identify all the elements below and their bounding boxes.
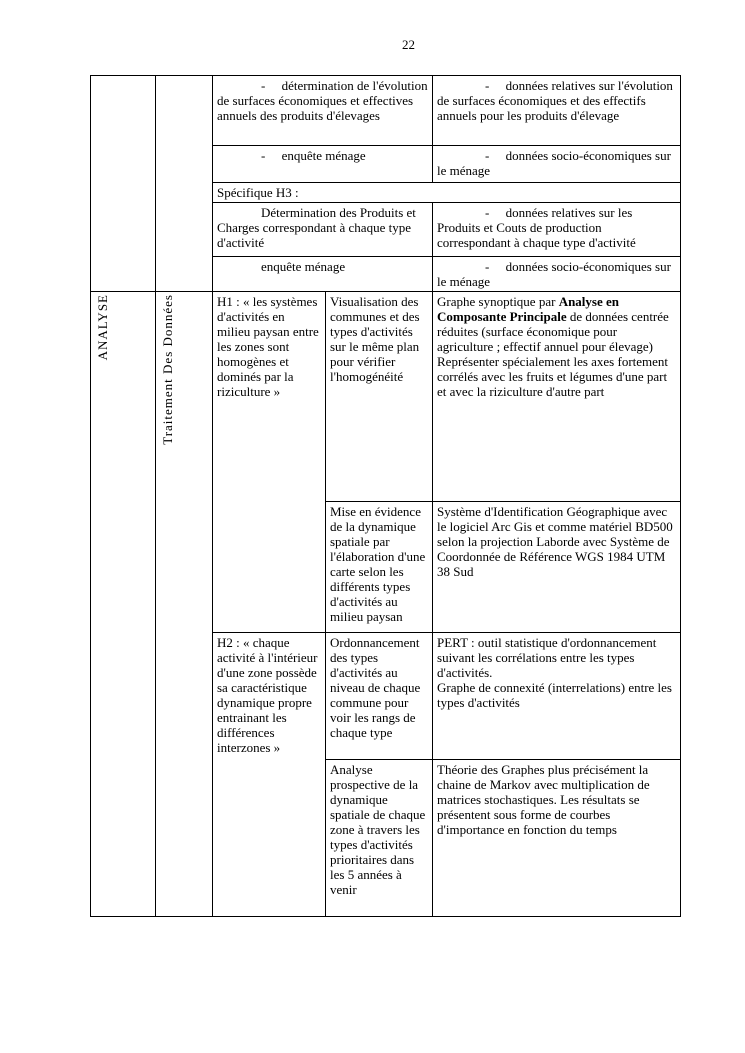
tool-pert-line2: Graphe de connexité (interrelations) entre les types d'activités — [437, 680, 672, 710]
cell-donnees-socio-1: - données socio-économiques sur le ménage — [433, 146, 681, 183]
cell-donnees-produits-couts: - données relatives sur les Produits et Couts de production correspondant à chaque type d'activité — [433, 203, 681, 257]
tool-acp-text-2: de données centrée réduites (surface économique pour agriculture ; effectif annuel pour élevage) Représenter spécialement les axes fortement corrélés avec les fruits et légumes d'une part et avec la riziculture d'autre part — [437, 309, 669, 399]
cell-tool-pert — [433, 633, 681, 760]
cell-donnees-relatives-surfaces: - données relatives sur l'évolution de surfaces économiques et des effectifs annuels pour les produits d'élevage — [433, 76, 681, 146]
cell-determination-produits-charges: Détermination des Produits et Charges correspondant à chaque type d'activité — [213, 203, 433, 257]
tool-acp-text-1: Graphe synoptique par — [437, 294, 559, 309]
cell-method-mise-en-evidence: Mise en évidence de la dynamique spatiale par l'élaboration d'une carte selon les différents types d'activités au milieu paysan — [326, 502, 433, 633]
cell-traitement-donnees — [156, 292, 213, 917]
cell-tool-acp — [433, 292, 681, 502]
analysis-table — [90, 75, 681, 917]
cell-method-visualisation: Visualisation des communes et des types d'activités sur le même plan pour vérifier l'homogénéité — [326, 292, 433, 502]
cell-tool-markov: Théorie des Graphes plus précisément la chaine de Markov avec multiplication de matrices stochastiques. Les résultats se présentent sous forme de courbes d'importance en fonction du temps — [433, 760, 681, 917]
tool-pert-line1: PERT : outil statistique d'ordonnancement suivant les corrélations entre les types d'activités. — [437, 635, 657, 680]
analysis-table-wrapper — [90, 75, 681, 917]
page-number: 22 — [402, 37, 415, 52]
cell-enquete-menage-1: - enquête ménage — [213, 146, 433, 183]
cell-tool-sig: Système d'Identification Géographique avec le logiciel Arc Gis et comme matériel BD500 selon la projection Laborde avec Système de Coordonnée de Référence WGS 1984 UTM 38 Sud — [433, 502, 681, 633]
cell-specifique-h3: Spécifique H3 : — [213, 183, 681, 203]
empty-cell-col1 — [91, 76, 156, 292]
traitement-vertical-label: Traitement Des Données — [160, 294, 175, 445]
empty-cell-col2 — [156, 76, 213, 292]
cell-method-analyse-prospective: Analyse prospective de la dynamique spatiale de chaque zone à travers les types d'activités prioritaires dans les 5 années à venir — [326, 760, 433, 917]
cell-analyse — [91, 292, 156, 917]
cell-hypothese-h1: H1 : « les systèmes d'activités en milieu paysan entre les zones sont homogènes et dominés par la riziculture » — [213, 292, 326, 633]
cell-enquete-menage-2: enquête ménage — [213, 257, 433, 292]
analyse-vertical-label: ANALYSE — [95, 294, 110, 361]
cell-hypothese-h2: H2 : « chaque activité à l'intérieur d'une zone possède sa caractéristique dynamique propre entrainant les différences interzones » — [213, 633, 326, 917]
cell-method-ordonnancement: Ordonnancement des types d'activités au niveau de chaque commune pour voir les rangs de chaque type — [326, 633, 433, 760]
tool-acp-bold: Analyse en Composante Principale — [437, 294, 619, 324]
cell-donnees-socio-2: - données socio-économiques sur le ménage — [433, 257, 681, 292]
cell-determination-evolution: - détermination de l'évolution de surfaces économiques et effectives annuels des produits d'élevages — [213, 76, 433, 146]
